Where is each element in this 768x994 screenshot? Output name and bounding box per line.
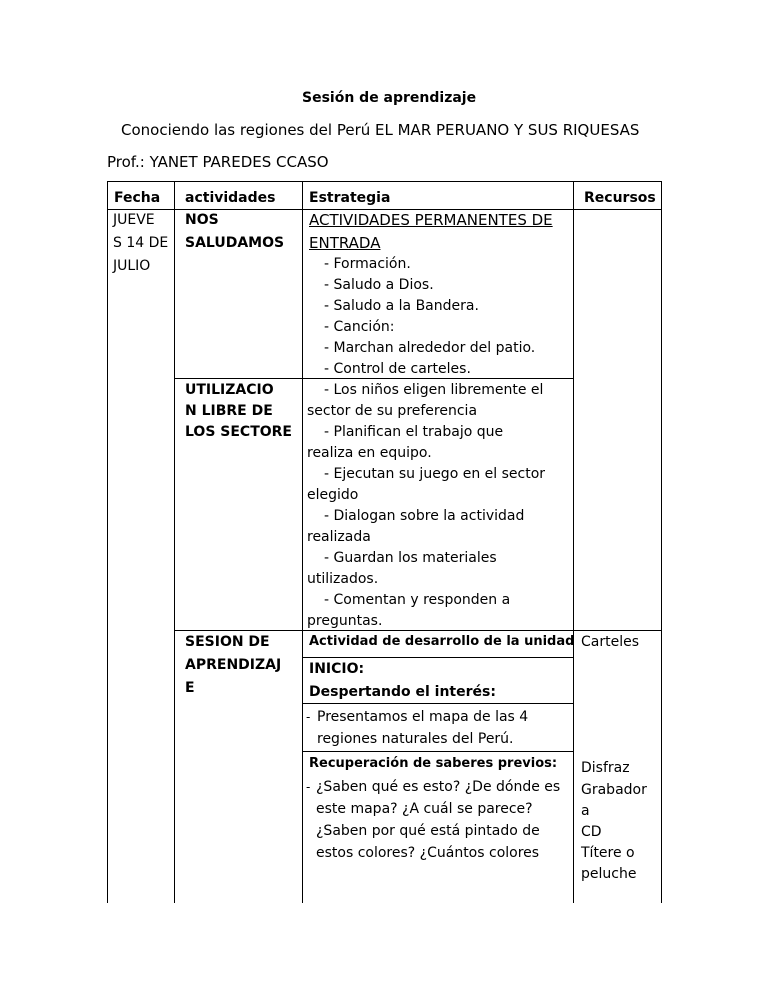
strategy-line: utilizados. — [307, 571, 379, 587]
resource-item: CD — [581, 824, 602, 840]
column-divider-fecha — [174, 181, 175, 903]
inicio-label: INICIO: — [309, 661, 365, 677]
resource-item: a — [581, 803, 590, 819]
activity-sectores: UTILIZACIO — [185, 382, 274, 398]
row-divider-recursos — [573, 630, 661, 631]
header-actividades: actividades — [185, 190, 276, 206]
document-title: Sesión de aprendizaje — [302, 90, 477, 106]
table-right-border — [661, 181, 662, 903]
resource-item: Grabador — [581, 782, 647, 798]
strategy-line: realizada — [307, 529, 371, 545]
permanent-activities-heading: ENTRADA — [309, 234, 381, 252]
activity-sesion: SESION DE — [185, 634, 270, 650]
header-estrategia: Estrategia — [309, 190, 391, 206]
list-item: - Saludo a la Bandera. — [324, 298, 479, 314]
question-line: este mapa? ¿A cuál se parece? — [316, 801, 533, 817]
strategy-line: - Comentan y responden a — [324, 592, 511, 608]
list-item: - Canción: — [324, 319, 395, 335]
bullet-dash: - — [306, 710, 311, 724]
list-item: - Marchan alrededor del patio. — [324, 340, 536, 356]
activity-sectores: LOS SECTORE — [185, 424, 292, 440]
list-item: - Control de carteles. — [324, 361, 471, 377]
question-line: ¿Saben qué es esto? ¿De dónde es — [316, 779, 561, 795]
strategy-line: - Dialogan sobre la actividad — [324, 508, 525, 524]
header-fecha: Fecha — [114, 190, 161, 206]
presentamos-line: Presentamos el mapa de las 4 — [317, 709, 529, 725]
strategy-line: realiza en equipo. — [307, 445, 432, 461]
question-line: ¿Saben por qué está pintado de — [316, 823, 540, 839]
bullet-dash: - — [306, 780, 311, 794]
activity-sesion: E — [185, 680, 195, 696]
document-subtitle: Conociendo las regiones del Perú EL MAR PERUANO Y SUS RIQUESAS — [121, 121, 640, 139]
table-top-border — [107, 181, 662, 182]
strategy-line: - Los niños eligen libremente el — [324, 382, 544, 398]
fecha-line: JULIO — [113, 258, 151, 274]
strategy-line: - Guardan los materiales — [324, 550, 497, 566]
list-item: - Formación. — [324, 256, 411, 272]
strategy-line: preguntas. — [307, 613, 383, 629]
presentamos-line: regiones naturales del Perú. — [317, 731, 514, 747]
activity-nos-saludamos: SALUDAMOS — [185, 235, 285, 251]
development-heading: Actividad de desarrollo de la unidad — [309, 634, 575, 649]
activity-sesion: APRENDIZAJ — [185, 657, 282, 673]
activity-sectores: N LIBRE DE — [185, 403, 273, 419]
column-divider-estrategia — [573, 181, 574, 903]
cell-divider-inicio — [302, 657, 573, 658]
table-left-border — [107, 181, 108, 903]
header-recursos: Recursos — [584, 190, 656, 206]
strategy-line: elegido — [307, 487, 359, 503]
column-divider-actividades — [302, 181, 303, 903]
fecha-line: S 14 DE — [113, 235, 169, 251]
list-item: - Saludo a Dios. — [324, 277, 434, 293]
teacher-name: Prof.: YANET PAREDES CCASO — [107, 153, 329, 171]
despertando-label: Despertando el interés: — [309, 684, 496, 700]
strategy-line: - Ejecutan su juego en el sector — [324, 466, 546, 482]
question-line: estos colores? ¿Cuántos colores — [316, 845, 540, 861]
strategy-line: - Planifican el trabajo que — [324, 424, 504, 440]
cell-divider-presentamos — [302, 751, 573, 752]
fecha-line: JUEVE — [113, 212, 155, 228]
cell-divider-despertando — [302, 703, 573, 704]
resource-item: Títere o — [581, 845, 635, 861]
recuperacion-label: Recuperación de saberes previos: — [309, 756, 558, 771]
resource-item: peluche — [581, 866, 637, 882]
strategy-line: sector de su preferencia — [307, 403, 478, 419]
resource-item: Carteles — [581, 634, 640, 650]
permanent-activities-heading: ACTIVIDADES PERMANENTES DE — [309, 211, 553, 229]
resource-item: Disfraz — [581, 760, 630, 776]
activity-nos-saludamos: NOS — [185, 212, 219, 228]
